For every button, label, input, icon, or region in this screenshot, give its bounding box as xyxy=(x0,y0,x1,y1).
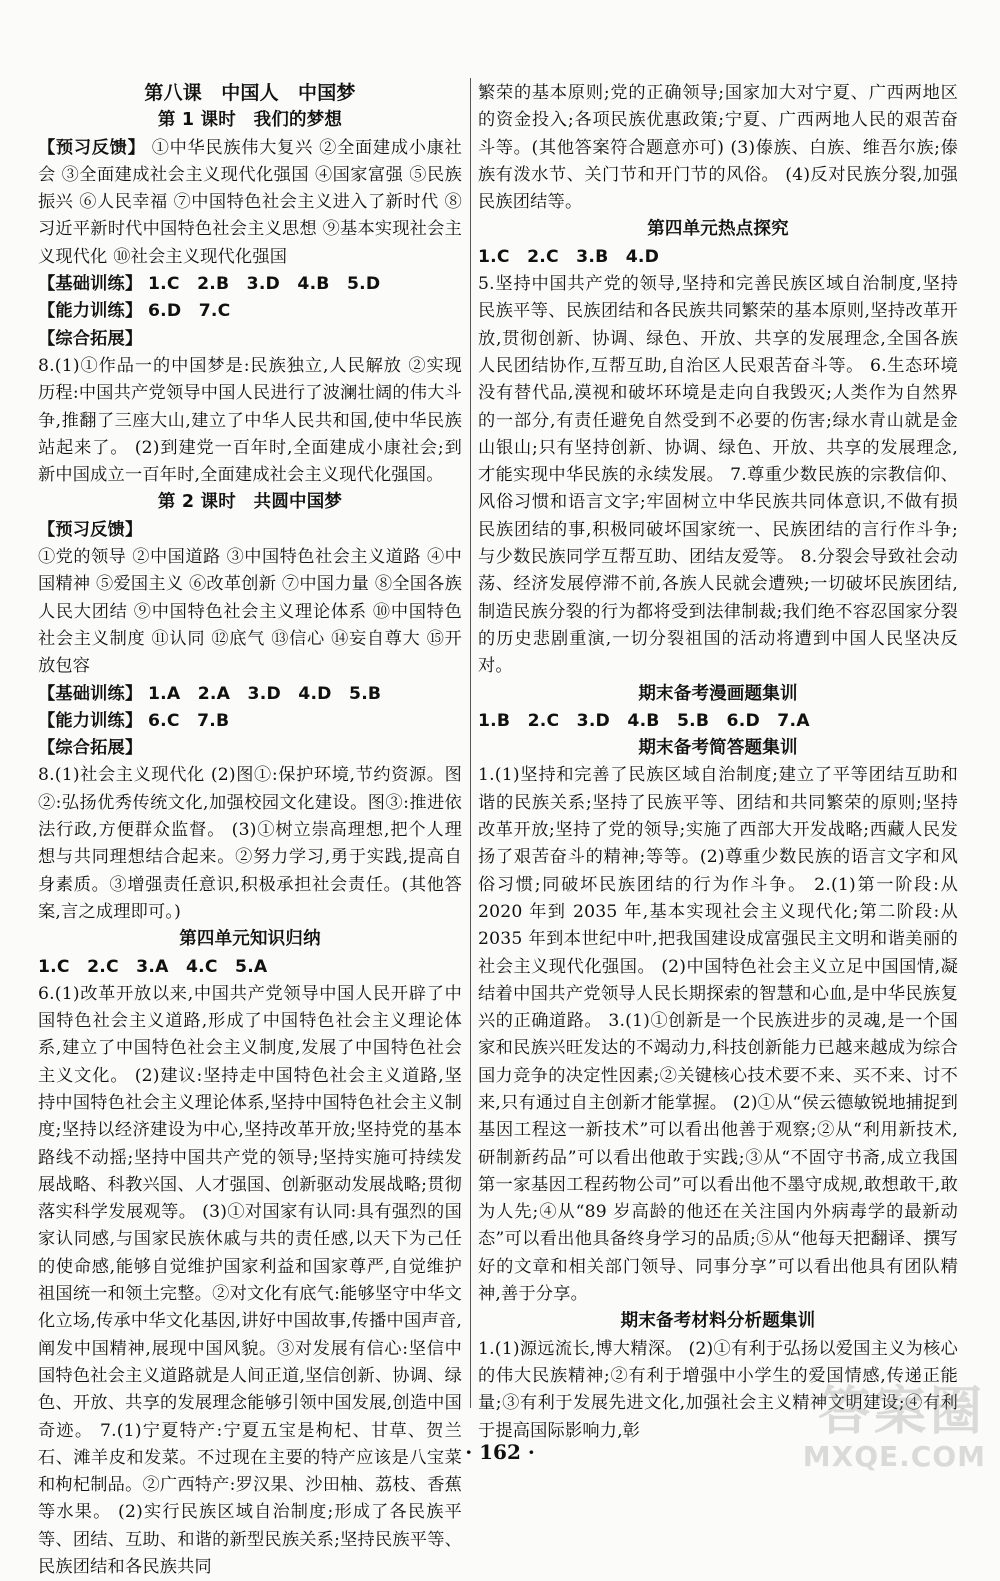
section-heading: 第 1 课时 我们的梦想 xyxy=(157,110,343,131)
answer-text: ①党的领导 ②中国道路 ③中国特色社会主义道路 ④中国精神 ⑤爱国主义 ⑥改革创新 ⑦中国力量 ⑧全国各族人民大团结 ⑨中国特色社会主义理论体系 ⑩中国特色社会主义制度 ⑪认同 ⑫底气 ⑬信心 ⑭妄自尊大 ⑮开放包容 xyxy=(38,547,462,677)
watermark-bottom: MXQE.COM xyxy=(802,1440,986,1473)
section-heading: 第四单元知识归纳 xyxy=(179,929,321,950)
answer-key: 1.C 2.B 3.D 4.B 5.D xyxy=(148,274,381,295)
section-heading: 期末备考简答题集训 xyxy=(638,738,798,759)
section-tag: 【预习反馈】 xyxy=(38,519,143,540)
watermark-logo xyxy=(766,1384,986,1479)
answer-paragraph xyxy=(38,954,462,981)
page-number: · 162 · xyxy=(465,1440,535,1464)
answer-paragraph xyxy=(478,80,958,216)
answer-paragraph xyxy=(38,298,462,325)
answer-text: 1.(1)源远流长,博大精深。 (2)①有利于弘扬以爱国主义为核心的伟大民族精神;②有利于增强中小学生的爱国情感,传递正能量;③有利于发展先进文化,加强社会主义精神文明建设;④有利于提高国际影响力,彰 xyxy=(478,1338,958,1441)
answer-key: 6.D 7.C xyxy=(148,301,231,322)
answer-text: 6.(1)改革开放以来,中国共产党领导中国人民开辟了中国特色社会主义道路,形成了中国特色社会主义理论体系,建立了中国特色社会主义制度,发展了中国特色社会主义文化。 (2)建议:坚持走中国特色社会主义道路,坚持中国特色社会主义理论体系,坚持中国特色社会主义制度;坚持以经济建设为中心,坚持改革开放;坚持党的基本路线不动摇;坚持中国共产党的领导;坚持实施可持续发展战略、科教兴国、人才强国、创新驱动发展战略;贯彻落实科学发展观等。 (3)①对国家有认同:具有强烈的国家认同感,与国家民族休戚与共的责任感,以天下为己任的使命感,能够自觉维护国家利益和国家尊严,自觉维护祖国统一和领土完整。②对文化有底气:能够坚守中华文化立场,传承中华文化基因,讲好中国故事,传播中国声音,阐发中国精神,展现中国风貌。③对发展有信心:坚信中国特色社会主义道路就是人间正道,坚信创新、协调、绿色、开放、共享的发展理念能够引领中国发展,创造中国奇迹。 7.(1)宁夏特产:宁夏五宝是枸杞、甘草、贺兰石、滩羊皮和发菜。不过现在主要的特产应该是八宝菜和枸杞制品。②广西特产:罗汉果、沙田柚、荔枝、香蕉等水果。 (2)实行民族区域自治制度;形成了各民族平等、团结、互助、和谐的新型民族关系;坚持民族平等、民族团结和各民族共同 xyxy=(38,983,462,1578)
answer-paragraph xyxy=(38,735,462,762)
right-column xyxy=(478,80,958,1445)
answer-text: 1.(1)坚持和完善了民族区域自治制度;建立了平等团结互助和谐的民族关系;坚持了民族平等、团结和共同繁荣的原则;坚持改革开放;坚持了党的领导;实施了西部大开发战略;西藏人民发扬了艰苦奋斗的精神;等等。(2)尊重少数民族的语言文字和风俗习惯;同破坏民族团结的行为作斗争。 2.(1)第一阶段:从 2020 年到 2035 年,基本实现社会主义现代化;第二阶段:从 2035 年到本世纪中叶,把我国建设成富强民主文明和谐美丽的社会主义现代化强国。 (2)中国特色社会主义立足中国国情,凝结着中国共产党领导人民长期探索的智慧和心血,是中华民族复兴的正确道路。 3.(1)①创新是一个民族进步的灵魂,是一个国家和民族兴旺发达的不竭动力,科技创新能力已越来越成为综合国力竞争的决定性因素;②关键核心技术要不来、买不来、讨不来,只有通过自主创新才能掌握。 (2)①从“侯云德敏锐地捕捉到基因工程这一新技术”可以看出他善于观察;②从“利用新技术,研制新药品”可以看出他敢于实践;③从“不固守书斋,成立我国第一家基因工程药物公司”可以看出他不墨守成规,敢想敢干,敢为人先;④从“89 岁高龄的他还在关注国内外病毒学的最新动态”可以看出他具备终身学习的品质;⑤从“他每天把翻译、撰写好的文章和相关部门领导、同事分享”可以看出他具有团队精神,善于分享。 xyxy=(478,765,958,1305)
answer-key: 1.B 2.C 3.D 4.B 5.B 6.D 7.A xyxy=(478,710,810,731)
answer-text: 8.(1)社会主义现代化 (2)图①:保护环境,节约资源。图②:弘扬优秀传统文化,加强校园文化建设。图③:推进依法行政,方便群众监督。 (3)①树立崇高理想,把个人理想与共同理想结合起来。②努力学习,勇于实践,提高自身素质。③增强责任意识,积极承担社会责任。(其他答案,言之成理即可。) xyxy=(38,765,462,922)
section-heading: 第 2 课时 共圆中国梦 xyxy=(157,492,343,513)
answer-paragraph xyxy=(38,271,462,298)
answer-paragraph xyxy=(478,708,958,735)
answer-text: ①中华民族伟大复兴 ②全面建成小康社会 ③全面建成社会主义现代化强国 ④国家富强 ⑤民族振兴 ⑥人民幸福 ⑦中国特色社会主义进入了新时代 ⑧习近平新时代中国特色社会主义思想 ⑨基本实现社会主义现代化 ⑩社会主义现代化强国 xyxy=(38,137,462,267)
answer-paragraph xyxy=(478,762,958,1308)
section-tag: 【综合拓展】 xyxy=(38,738,143,759)
section-heading: 期末备考漫画题集训 xyxy=(638,683,798,704)
section-tag: 【基础训练】 xyxy=(38,683,143,704)
column-divider xyxy=(470,78,471,1408)
answer-paragraph xyxy=(38,681,462,708)
answer-paragraph xyxy=(38,326,462,353)
section-tag: 【综合拓展】 xyxy=(38,328,143,349)
section-tag: 【基础训练】 xyxy=(38,274,143,295)
answer-key: 1.C 2.C 3.A 4.C 5.A xyxy=(38,956,268,977)
answer-paragraph xyxy=(478,244,958,271)
left-column xyxy=(38,80,462,1581)
answer-paragraph xyxy=(38,517,462,544)
section-heading: 第四单元热点探究 xyxy=(647,219,789,240)
section-tag: 【能力训练】 xyxy=(38,301,143,322)
answer-text: 5.坚持中国共产党的领导,坚持和完善民族区域自治制度,坚持民族平等、民族团结和各民族共同繁荣的基本原则,坚持改革开放,贯彻创新、协调、绿色、开放、共享的发展理念,全国各族人民团结协作,互帮互助,自治区人民艰苦奋斗等。 6.生态环境没有替代品,漠视和破坏环境是走向自我毁灭;人类作为自然界的一部分,有责任避免自然受到不必要的伤害;绿水青山就是金山银山;只有坚持创新、协调、绿色、开放、共享的发展理念,才能实现中华民族的永续发展。 7.尊重少数民族的宗教信仰、风俗习惯和语言文字;牢固树立中华民族共同体意识,不做有损民族团结的事,积极同破坏国家统一、民族团结的言行作斗争;与少数民族同学互帮互助、团结友爱等。 8.分裂会导致社会动荡、经济发展停滞不前,各族人民就会遭殃;一切破坏民族团结,制造民族分裂的行为都将受到法律制裁;我们绝不容忍国家分裂的历史悲剧重演,一切分裂祖国的活动将遭到中国人民坚决反对。 xyxy=(478,274,958,677)
answer-text: 8.(1)①作品一的中国梦是:民族独立,人民解放 ②实现历程:中国共产党领导中国人民进行了波澜壮阔的伟大斗争,推翻了三座大山,建立了中华人民共和国,使中华民族站起来了。 (2)到建党一百年时,全面建成小康社会;到新中国成立一百年时,全面建成社会主义现代化强国。 xyxy=(38,355,462,486)
section-tag: 【预习反馈】 xyxy=(38,137,146,158)
answer-paragraph xyxy=(38,708,462,735)
answer-paragraph xyxy=(38,135,462,271)
section-heading: 第八课 中国人 中国梦 xyxy=(144,82,356,104)
answer-paragraph xyxy=(38,981,462,1581)
answer-paragraph xyxy=(38,544,462,680)
section-heading: 期末备考材料分析题集训 xyxy=(620,1311,816,1332)
answer-key: 1.C 2.C 3.B 4.D xyxy=(478,246,660,267)
answer-paragraph xyxy=(478,271,958,680)
answer-key: 6.C 7.B xyxy=(148,710,230,731)
section-tag: 【能力训练】 xyxy=(38,710,143,731)
answer-paragraph xyxy=(38,762,462,926)
answer-text: 繁荣的基本原则;党的正确领导;国家加大对宁夏、广西两地区的资金投入;各项民族优惠政策;宁夏、广西两地人民的艰苦奋斗等。(其他答案符合题意亦可) (3)傣族、白族、维吾尔族;傣族有泼水节、关门节和开门节的风俗。 (4)反对民族分裂,加强民族团结等。 xyxy=(478,83,958,213)
answer-key: 1.A 2.A 3.D 4.D 5.B xyxy=(148,683,382,704)
watermark-top: 答案圈 xyxy=(817,1382,986,1442)
answer-paragraph xyxy=(38,353,462,489)
